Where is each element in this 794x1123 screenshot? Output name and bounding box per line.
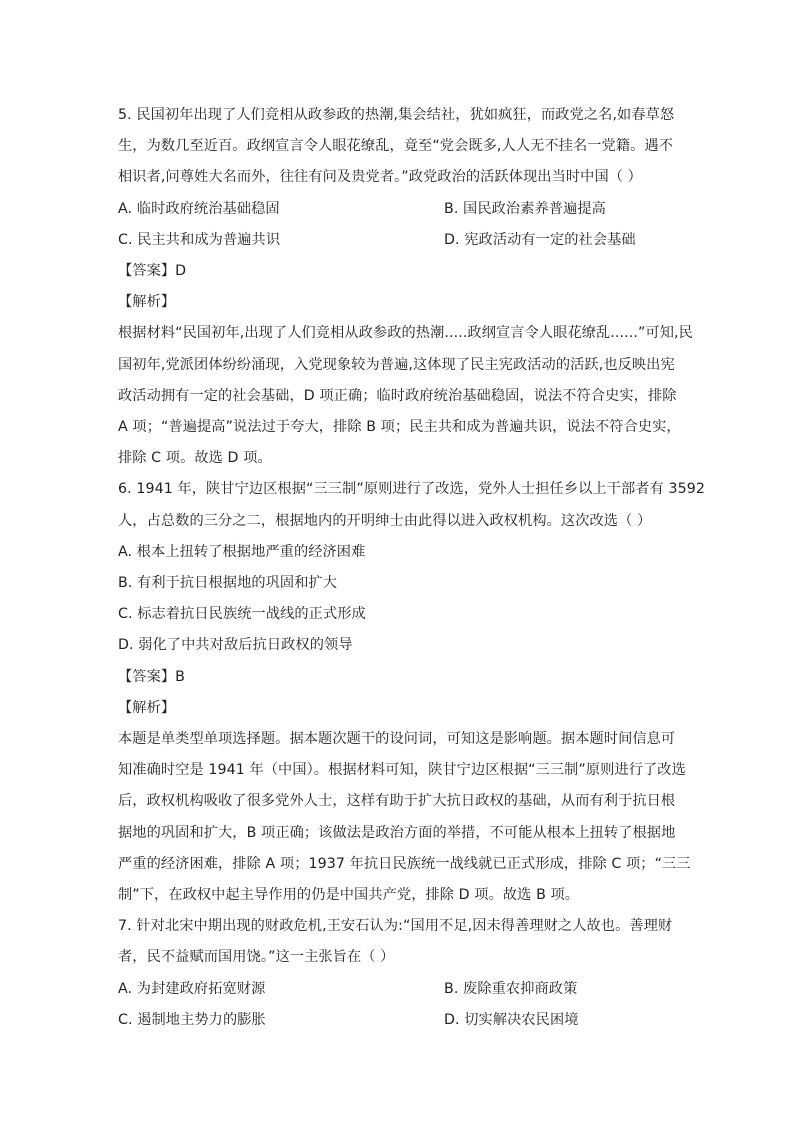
analysis-title: 【解析】	[118, 699, 176, 716]
question-stem-line: 5. 民国初年出现了人们竞相从政参政的热潮,集会结社，犹如疯狂，而政党之名,如春草怒	[118, 107, 675, 123]
analysis-line: 后，政权机构吸收了很多党外人士，这样有助于扩大抗日政权的基础，从而有利于抗日根	[118, 793, 676, 810]
options-row	[118, 974, 674, 1005]
analysis-line: 本题是单类型单项选择题。据本题次题干的设问词，可知这是影响题。据本题时间信息可	[118, 731, 676, 748]
answer-label: 【答案】D	[118, 263, 187, 280]
question-6	[118, 474, 705, 911]
analysis-line: A 项；“普遍提高”说法过于夸大，排除 B 项；民主共和成为普遍共识，说法不符合史实，	[118, 419, 681, 436]
option-c: C. 民主共和成为普遍共识	[118, 231, 281, 248]
analysis-line: 政活动拥有一定的社会基础，D 项正确；临时政府统治基础稳固，说法不符合史实，排除	[118, 387, 677, 404]
answer-label: 【答案】B	[118, 668, 185, 685]
analysis-line: 据地的巩固和扩大，B 项正确；该做法是政治方面的举措，不可能从根本上扭转了根据地	[118, 824, 676, 841]
option-a: A. 为封建政府拓宽财源	[118, 980, 266, 997]
question-stem-line: 相识者,问尊姓大名而外，往往有问及贵党者。”政党政治的活跃体现出当时中国（ ）	[118, 169, 642, 186]
analysis-line: 制”下，在政权中起主导作用的仍是中国共产党，排除 D 项。故选 B 项。	[118, 887, 580, 904]
option-d: D. 宪政活动有一定的社会基础	[444, 231, 636, 248]
analysis-line: 根据材料“民国初年,出现了人们竞相从政参政的热潮.....政纲宣言令人眼花缭乱......”可知,民	[118, 325, 693, 342]
question-stem-line: 6. 1941 年，陕甘宁边区根据“三三制”原则进行了改选，党外人士担任乡以上干部者有 3592	[118, 481, 705, 498]
question-stem-line: 者，民不益赋而国用饶。”这一主张旨在（ ）	[118, 949, 395, 966]
option-a: A. 临时政府统治基础稳固	[118, 200, 280, 217]
analysis-line: 知准确时空是 1941 年（中国）。根据材料可知，陕甘宁边区根据“三三制”原则进行了改选	[118, 762, 686, 779]
question-stem-line: 人，占总数的三分之二，根据地内的开明绅士由此得以进入政权机构。这次改选（ ）	[118, 512, 652, 529]
page-content	[118, 100, 705, 1036]
analysis-title: 【解析】	[118, 294, 176, 311]
option-d: D. 弱化了中共对敌后抗日政权的领导	[118, 637, 353, 654]
option-b: B. 国民政治素养普遍提高	[444, 200, 606, 217]
analysis-line: 排除 C 项。故选 D 项。	[118, 450, 272, 467]
option-b: B. 有利于抗日根据地的巩固和扩大	[118, 575, 338, 592]
option-a: A. 根本上扭转了根据地严重的经济困难	[118, 543, 366, 560]
options-row	[118, 194, 674, 225]
option-c: C. 标志着抗日民族统一战线的正式形成	[118, 606, 366, 623]
question-5	[118, 100, 693, 474]
analysis-line: 严重的经济困难，排除 A 项；1937 年抗日民族统一战线就已正式形成，排除 C 项；“三三	[118, 855, 691, 872]
question-stem-line: 生，为数几至近百。政纲宣言令人眼花缭乱，竟至“党会既多,人人无不挂名一党籍。遇不	[118, 138, 673, 155]
option-d: D. 切实解决农民困境	[444, 1011, 579, 1028]
question-7	[118, 911, 674, 1036]
options-row	[118, 225, 674, 256]
option-b: B. 废除重农抑商政策	[444, 980, 578, 997]
analysis-line: 国初年,党派团体纷纷涌现，入党现象较为普遍,这体现了民主宪政活动的活跃,也反映出宪	[118, 356, 675, 373]
options-row	[118, 1005, 674, 1036]
question-stem-line: 7. 针对北宋中期出现的财政危机,王安石认为:“国用不足,因未得善理财之人故也。善理财	[118, 918, 673, 935]
option-c: C. 遏制地主势力的膨胀	[118, 1011, 266, 1028]
